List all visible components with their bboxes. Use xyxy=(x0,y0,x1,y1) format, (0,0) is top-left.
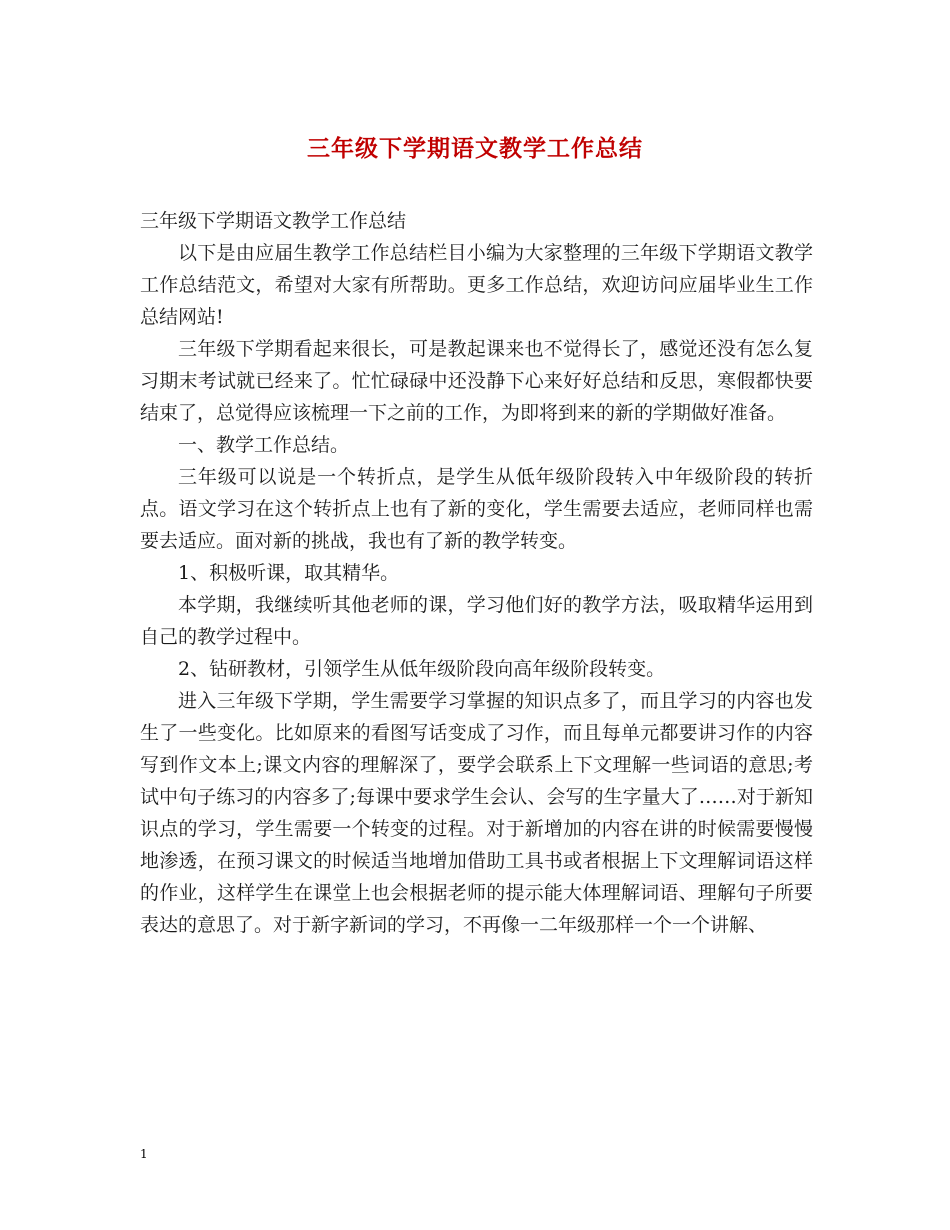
paragraph-intro: 以下是由应届生教学工作总结栏目小编为大家整理的三年级下学期语文教学工作总结范文，希望对大家有所帮助。更多工作总结，欢迎访问应届毕业生工作总结网站! xyxy=(140,242,813,328)
document-body xyxy=(140,205,813,941)
document-title: 三年级下学期语文教学工作总结 xyxy=(307,135,643,162)
subheading-2: 2、钻研教材，引领学生从低年级阶段向高年级阶段转变。 xyxy=(178,658,666,680)
section-heading-teaching: 一、教学工作总结。 xyxy=(178,434,350,456)
paragraph-heading-repeat: 三年级下学期语文教学工作总结 xyxy=(140,210,407,232)
paragraph-textbook: 进入三年级下学期，学生需要学习掌握的知识点多了，而且学习的内容也发生了一些变化。比如原来的看图写话变成了习作，而且每单元都要讲习作的内容写到作文本上;课文内容的理解深了，要学会联系上下文理解一些词语的意思;考试中句子练习的内容多了;每课中要求学生会认、会写的生字量大了……对于新知识点的学习，学生需要一个转变的过程。对于新增加的内容在讲的时候需要慢慢地渗透，在预习课文的时候适当地增加借助工具书或者根据上下文理解词语这样的作业，这样学生在课堂上也会根据老师的提示能大体理解词语、理解句子所要表达的意思了。对于新字新词的学习，不再像一二年级那样一个一个讲解、 xyxy=(140,690,813,936)
page-number: 1 xyxy=(140,1147,148,1161)
paragraph-listening: 本学期，我继续听其他老师的课，学习他们好的教学方法，吸取精华运用到自己的教学过程中。 xyxy=(140,594,813,648)
subheading-1: 1、积极听课，取其精华。 xyxy=(178,562,400,584)
paragraph-reflection: 三年级下学期看起来很长，可是教起课来也不觉得长了，感觉还没有怎么复习期末考试就已经来了。忙忙碌碌中还没静下心来好好总结和反思，寒假都快要结束了，总觉得应该梳理一下之前的工作，为即将到来的新的学期做好准备。 xyxy=(140,338,813,424)
paragraph-turning-point: 三年级可以说是一个转折点，是学生从低年级阶段转入中年级阶段的转折点。语文学习在这个转折点上也有了新的变化，学生需要去适应，老师同样也需要去适应。面对新的挑战，我也有了新的教学转变。 xyxy=(140,466,813,552)
